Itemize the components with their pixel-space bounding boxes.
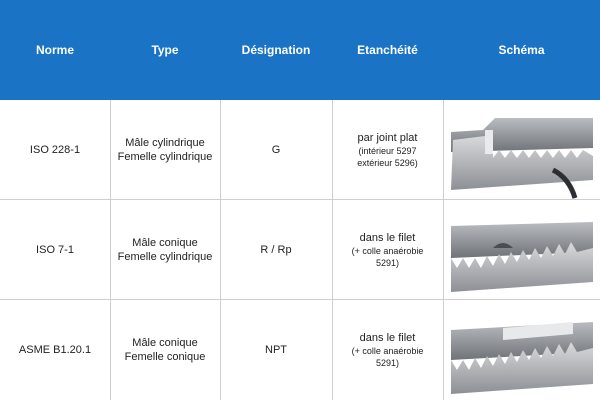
- cell-designation: G: [271, 143, 281, 156]
- cell-norme: ISO 228-1: [29, 143, 81, 156]
- column-divider: [110, 100, 111, 400]
- header-designation: Désignation: [241, 43, 311, 57]
- column-divider: [332, 100, 333, 400]
- header-schema: Schéma: [498, 43, 545, 57]
- seal-main: dans le filet: [359, 231, 416, 244]
- seal-detail-1: (intérieur 5297: [358, 145, 417, 156]
- cell-etancheite: [332, 100, 443, 199]
- seal-main: par joint plat: [357, 131, 418, 144]
- header-etancheite: Etanchéité: [357, 43, 418, 57]
- cell-norme: ASME B1.20.1: [18, 343, 92, 356]
- cell-designation: NPT: [265, 343, 287, 356]
- type-line-2: Femelle conique: [124, 350, 206, 363]
- schema-image: [443, 100, 600, 199]
- seal-detail-1: (+ colle anaérobie: [351, 345, 424, 356]
- seal-detail-2: 5291): [375, 257, 400, 268]
- type-line-1: Mâle cylindrique: [125, 136, 205, 149]
- header-norme: Norme: [35, 43, 74, 57]
- table-header: [0, 0, 600, 100]
- seal-detail-2: extérieur 5296): [357, 157, 418, 168]
- seal-detail-1: (+ colle anaérobie: [351, 245, 424, 256]
- cell-type: [110, 200, 220, 299]
- seal-main: dans le filet: [359, 331, 416, 344]
- type-line-1: Mâle conique: [132, 336, 198, 349]
- table-row: [0, 200, 600, 300]
- type-line-1: Mâle conique: [132, 236, 198, 249]
- schema-image: [443, 200, 600, 299]
- column-divider: [220, 100, 221, 400]
- table-row: [0, 300, 600, 399]
- thread-tapered-male-icon: [443, 200, 600, 299]
- cell-type: [110, 300, 220, 399]
- column-divider: [443, 100, 444, 400]
- cell-etancheite: [332, 300, 443, 399]
- type-line-2: Femelle cylindrique: [117, 150, 213, 163]
- seal-detail-2: 5291): [375, 357, 400, 368]
- thread-tapered-npt-icon: [443, 300, 600, 399]
- cell-type: [110, 100, 220, 199]
- type-line-2: Femelle cylindrique: [117, 250, 213, 263]
- schema-image: [443, 300, 600, 399]
- thread-cylindrical-flat-seal-icon: [443, 100, 600, 199]
- header-type: Type: [151, 43, 179, 57]
- cell-norme: ISO 7-1: [36, 243, 74, 256]
- cell-designation: R / Rp: [260, 243, 292, 256]
- cell-etancheite: [332, 200, 443, 299]
- table-row: [0, 100, 600, 200]
